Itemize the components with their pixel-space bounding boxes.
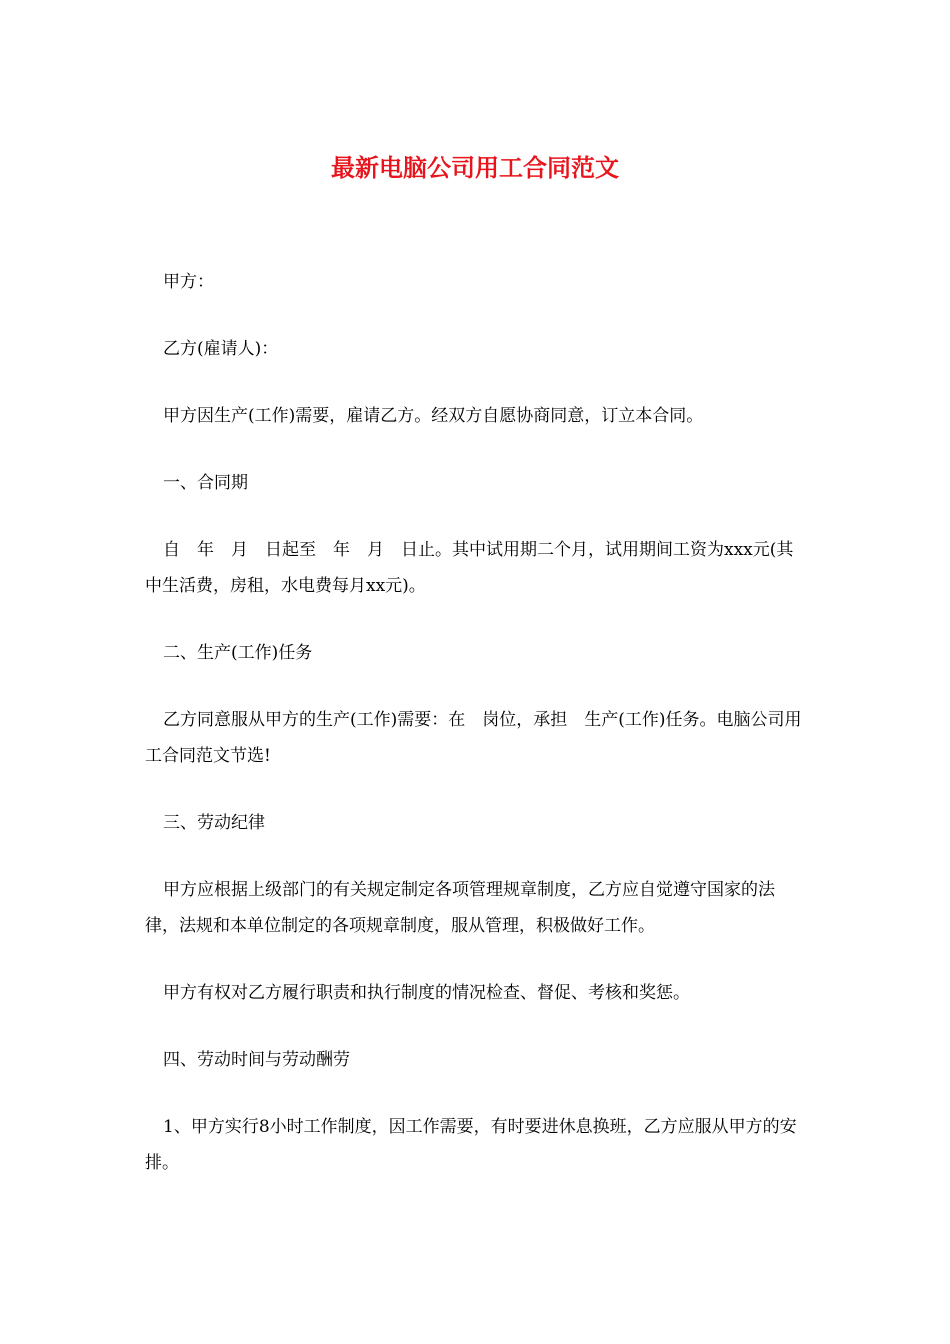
- section-heading-labor-discipline: 三、劳动纪律: [163, 813, 265, 833]
- document-title: 最新电脑公司用工合同范文: [331, 154, 619, 182]
- document-body: [145, 264, 805, 1212]
- party-b-line: 乙方(雇请人)：: [163, 339, 279, 359]
- section-heading-contract-term: 一、合同期: [163, 473, 248, 493]
- contract-term-paragraph: 自 年 月 日起至 年 月 日止。其中试用期二个月，试用期间工资为xxx元(其中生活费，房租，水电费每月xx元)。: [145, 540, 794, 596]
- party-a-line: 甲方：: [163, 272, 214, 292]
- section-heading-hours-pay: 四、劳动时间与劳动酬劳: [163, 1050, 350, 1070]
- section-heading-work-task: 二、生产(工作)任务: [163, 643, 313, 663]
- work-task-paragraph: 乙方同意服从甲方的生产(工作)需要：在 岗位，承担 生产(工作)任务。电脑公司用工合同范文节选!: [145, 710, 802, 766]
- hours-pay-paragraph-1: 1、甲方实行8小时工作制度，因工作需要，有时要进休息换班，乙方应服从甲方的安排。: [145, 1117, 797, 1173]
- labor-discipline-paragraph-1: 甲方应根据上级部门的有关规定制定各项管理规章制度，乙方应自觉遵守国家的法律，法规和本单位制定的各项规章制度，服从管理，积极做好工作。: [145, 880, 775, 936]
- labor-discipline-paragraph-2: 甲方有权对乙方履行职责和执行制度的情况检查、督促、考核和奖惩。: [163, 983, 690, 1003]
- preamble-paragraph: 甲方因生产(工作)需要，雇请乙方。经双方自愿协商同意，订立本合同。: [163, 406, 704, 426]
